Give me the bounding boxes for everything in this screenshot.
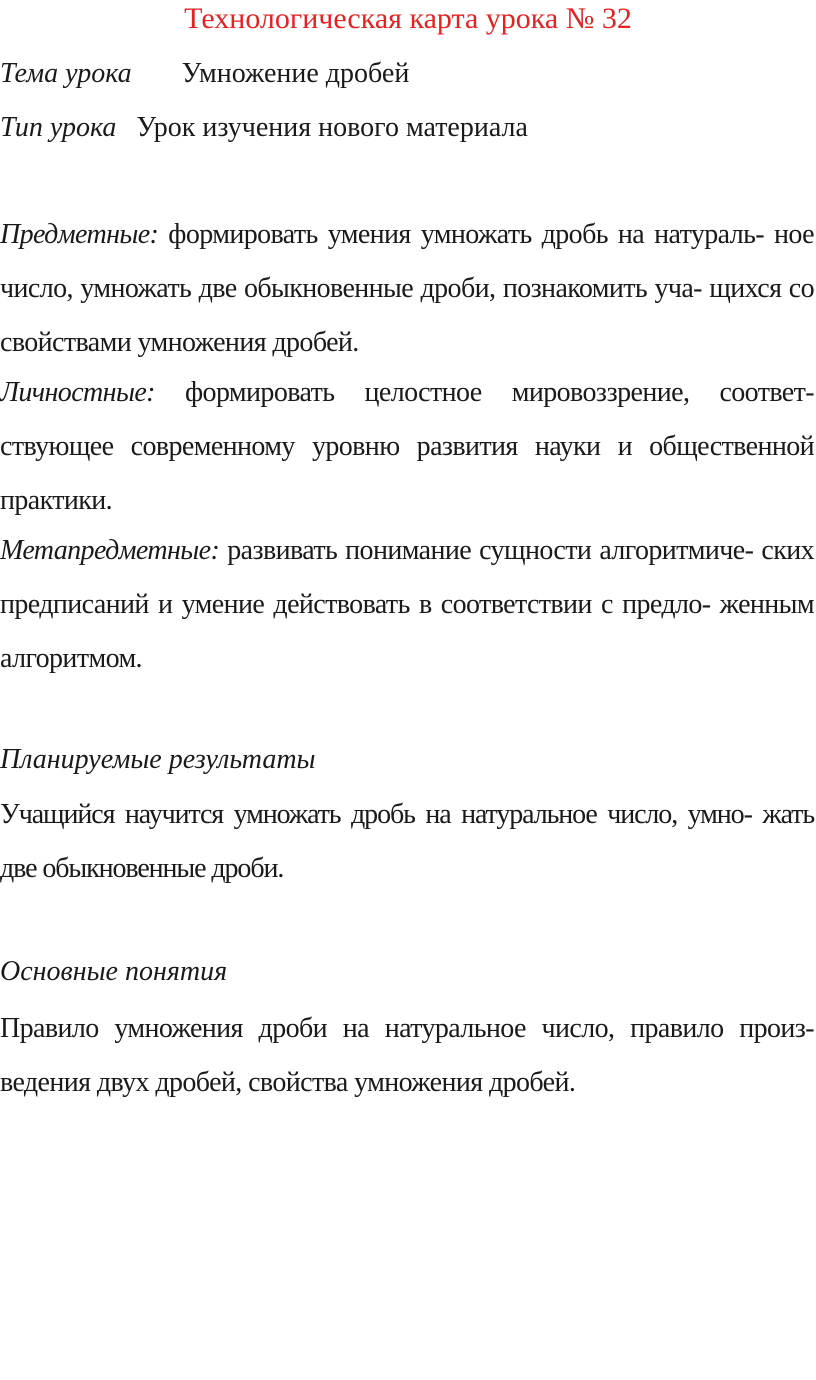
personal-goals-paragraph <box>0 366 814 528</box>
planned-results-heading: Планируемые результаты <box>0 744 316 775</box>
subject-goals-text: формировать умения умножать дробь на натураль- ное число, умножать две обыкновенные дроби, познакомить уча- щихся со свойствами умножения дробей. <box>0 219 814 358</box>
subject-goals-label: Предметные: <box>0 219 159 250</box>
lesson-theme-value: Умножение дробей <box>181 58 410 89</box>
basic-concepts-heading: Основные понятия <box>0 956 228 987</box>
basic-concepts-text: Правило умножения дроби на натуральное число, правило произ- ведения двух дробей, свойства умножения дробей. <box>0 1013 814 1098</box>
personal-goals-text: формировать целостное мировоззрение, соответ- ствующее современному уровню развития науки и общественной практики. <box>0 377 814 516</box>
lesson-type-row <box>0 110 528 146</box>
planned-results-text: Учащийся научится умножать дробь на натуральное число, умно- жать две обыкновенные дроби. <box>0 799 814 884</box>
lesson-type-label: Тип урока <box>0 112 117 143</box>
metasubject-goals-label: Метапредметные: <box>0 535 220 566</box>
lesson-type-value: Урок изучения нового материала <box>136 112 528 143</box>
personal-goals-label: Личностные: <box>0 377 155 408</box>
lesson-theme-row <box>0 56 409 92</box>
document-title: Технологическая карта урока № 32 <box>184 2 632 35</box>
metasubject-goals-paragraph <box>0 524 814 686</box>
metasubject-goals-text: развивать понимание сущности алгоритмиче- ских предписаний и умение действовать в соответствии с предло- женным алгоритмом. <box>0 535 814 674</box>
lesson-theme-label: Тема урока <box>0 58 132 89</box>
subject-goals-paragraph <box>0 208 814 370</box>
